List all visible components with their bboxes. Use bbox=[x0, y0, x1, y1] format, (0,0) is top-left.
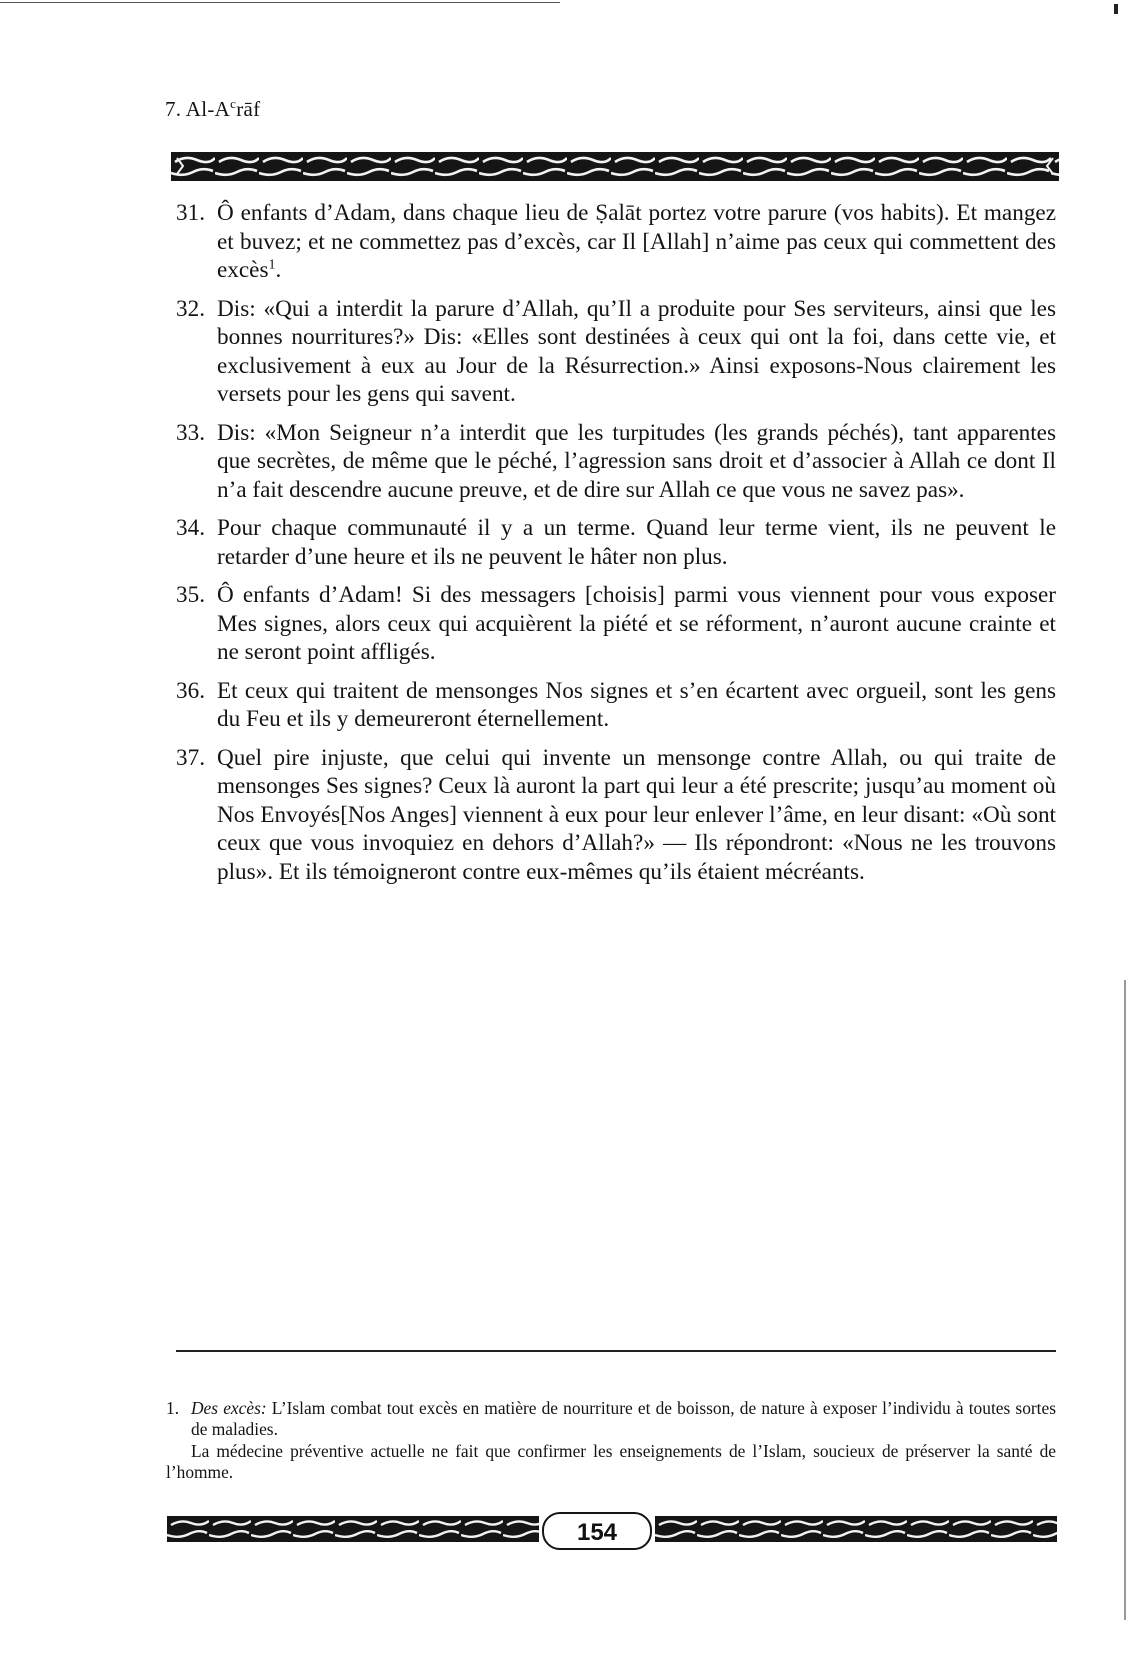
ornament-left bbox=[167, 1516, 539, 1542]
verse-text bbox=[217, 200, 1056, 283]
chapter-label-sup: c bbox=[230, 96, 237, 111]
verse-31 bbox=[176, 199, 1056, 285]
verse-number: 37. bbox=[176, 744, 205, 771]
ornament-pattern bbox=[167, 1516, 539, 1542]
footnote-divider bbox=[176, 1350, 1056, 1352]
ornament-band-bottom bbox=[167, 1512, 1057, 1546]
ornament-band-top bbox=[171, 152, 1059, 181]
verse-text: Dis: «Qui a interdit la parure d’Allah, qu’Il a produite pour Ses serviteurs, ainsi que les bonnes nourritures?» Dis: «Elles sont destinées à ceux qui ont la foi, dans cette vie, et exclusivement à eux au Jour de la Résurrection.» Ainsi exposons-Nous clairement les versets pour les gens qui savent. bbox=[217, 295, 1056, 407]
footnote-number: 1. bbox=[166, 1398, 180, 1418]
verse-number: 33. bbox=[176, 419, 205, 446]
verse-body: Ô enfants d’Adam, dans chaque lieu de Ṣalāt portez votre parure (vos habits). Et mangez et buvez; et ne commettez pas d’excès, car Il [Allah] n’aime pas ceux qui commettent des excès bbox=[217, 200, 1056, 283]
footnote-entry bbox=[166, 1398, 1056, 1439]
verse-37 bbox=[176, 744, 1056, 887]
page-number: 154 bbox=[542, 1512, 652, 1550]
verse-33 bbox=[176, 419, 1056, 505]
verse-35 bbox=[176, 581, 1056, 667]
top-edge-rule bbox=[0, 2, 560, 3]
verse-number: 31. bbox=[176, 200, 205, 226]
footnote bbox=[166, 1398, 1056, 1482]
verse-32 bbox=[176, 295, 1056, 409]
verse-number: 34. bbox=[176, 515, 205, 541]
ornament-right bbox=[655, 1516, 1057, 1542]
footnote-marker: 1 bbox=[268, 257, 276, 273]
verse-number: 36. bbox=[176, 677, 205, 704]
chapter-label: 7. Al-A bbox=[165, 97, 231, 121]
verse-text: Dis: «Mon Seigneur n’a interdit que les turpitudes (les grands péchés), tant apparentes que secrètes, de même que le péché, l’agression sans droit et d’associer à Allah ce dont Il n’a fait descendre aucune preuve, et de dire sur Allah ce que vous ne savez pas». bbox=[217, 419, 1056, 503]
verse-text: Et ceux qui traitent de mensonges Nos signes et s’en écartent avec orgueil, sont les gens du Feu et ils y demeureront éternellement. bbox=[217, 677, 1056, 732]
verse-number: 35. bbox=[176, 582, 205, 608]
ornament-pattern bbox=[171, 152, 1059, 181]
chapter-header bbox=[165, 96, 260, 122]
ornament-pattern bbox=[655, 1516, 1057, 1542]
scan-edge-line bbox=[1124, 980, 1126, 1620]
verse-list bbox=[176, 199, 1056, 896]
footnote-text: L’Islam combat tout excès en matière de nourriture et de boisson, de nature à exposer l’individu à toutes sortes de maladies. bbox=[191, 1398, 1056, 1439]
verse-36 bbox=[176, 677, 1056, 734]
verse-text: Quel pire injuste, que celui qui invente un mensonge contre Allah, ou qui traite de mensonges Ses signes? Ceux là auront la part qui leur a été prescrite; jusqu’au moment où Nos Envoyés[Nos Anges] viennent à eux pour leur enlever l’âme, en leur disant: «Où sont ceux que vous invoquiez en dehors d’Allah?» — Ils répondront: «Nous ne les trouvons plus». Et ils témoigneront contre eux-mêmes qu’ils étaient mécréants. bbox=[217, 744, 1056, 885]
corner-mark bbox=[1114, 4, 1118, 14]
verse-number: 32. bbox=[176, 295, 205, 322]
chapter-label-tail: rāf bbox=[236, 97, 261, 121]
footnote-lead: Des excès: bbox=[191, 1398, 267, 1418]
verse-tail: . bbox=[275, 257, 282, 283]
footnote-paragraph: La médecine préventive actuelle ne fait que confirmer les enseignements de l’Islam, soucieux de préserver la santé de l’homme. bbox=[166, 1441, 1056, 1482]
verse-34 bbox=[176, 514, 1056, 571]
verse-text: Pour chaque communauté il y a un terme. Quand leur terme vient, ils ne peuvent le retarder d’une heure et ils ne peuvent le hâter non plus. bbox=[217, 515, 1056, 570]
verse-text: Ô enfants d’Adam! Si des messagers [choisis] parmi vous viennent pour vous exposer Mes signes, alors ceux qui acquièrent la piété et se réforment, n’auront aucune crainte et ne seront point affligés. bbox=[217, 582, 1056, 665]
